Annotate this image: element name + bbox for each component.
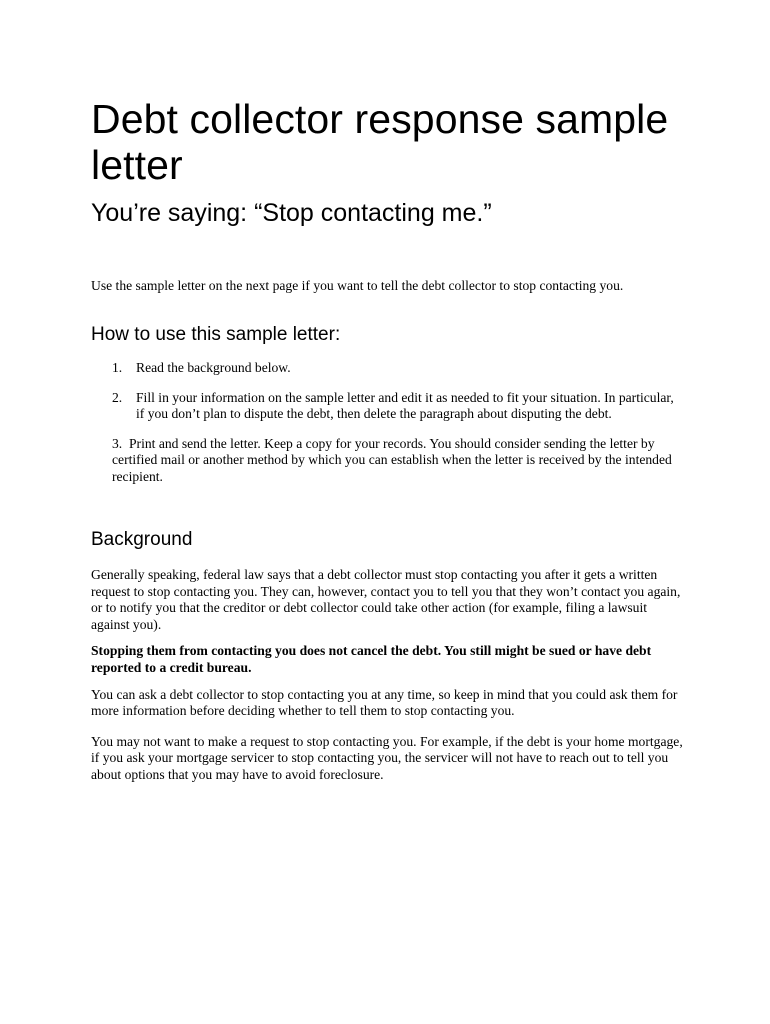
step-text: Print and send the letter. Keep a copy for your records. You should consider sending the letter by certified mail or another method by which you can establish when the letter is received by the intended recipient.: [112, 435, 672, 484]
document-title: Debt collector response sample letter: [91, 96, 669, 188]
step-text: Read the background below.: [136, 360, 291, 375]
document-subtitle: You’re saying: “Stop contacting me.”: [91, 199, 492, 227]
step-item: [91, 390, 681, 423]
howto-heading: How to use this sample letter:: [91, 324, 341, 345]
step-item: [91, 360, 681, 377]
background-warning: Stopping them from contacting you does not cancel the debt. You still might be sued or have debt reported to a credit bureau.: [91, 643, 652, 675]
step-number: 2.: [112, 389, 123, 405]
step-number: 3.: [112, 435, 123, 451]
step-text: Fill in your information on the sample letter and edit it as needed to fit your situation. In particular, if you don’t plan to dispute the debt, then delete the paragraph about disputing the debt.: [136, 389, 674, 422]
background-section: [91, 567, 683, 794]
intro-paragraph: Use the sample letter on the next page if you want to tell the debt collector to stop contacting you.: [91, 278, 624, 293]
background-paragraph: Generally speaking, federal law says that a debt collector must stop contacting you after it gets a written request to stop contacting you. They can, however, contact you to tell you that they won’t contact you again, or to notify you that the creditor or debt collector could take other action (for example, filing a lawsuit against you).: [91, 567, 681, 632]
step-item: [91, 436, 681, 486]
step-number: 1.: [112, 360, 123, 375]
background-paragraph: You may not want to make a request to stop contacting you. For example, if the debt is your home mortgage, if you ask your mortgage servicer to stop contacting you, the servicer will not have to reach out to tell you about options that you may have to avoid foreclosure.: [91, 733, 683, 782]
background-paragraph: You can ask a debt collector to stop contacting you at any time, so keep in mind that you could ask them for more information before deciding whether to tell them to stop contacting you.: [91, 686, 678, 719]
steps-list: [91, 360, 681, 486]
background-heading: Background: [91, 529, 193, 550]
